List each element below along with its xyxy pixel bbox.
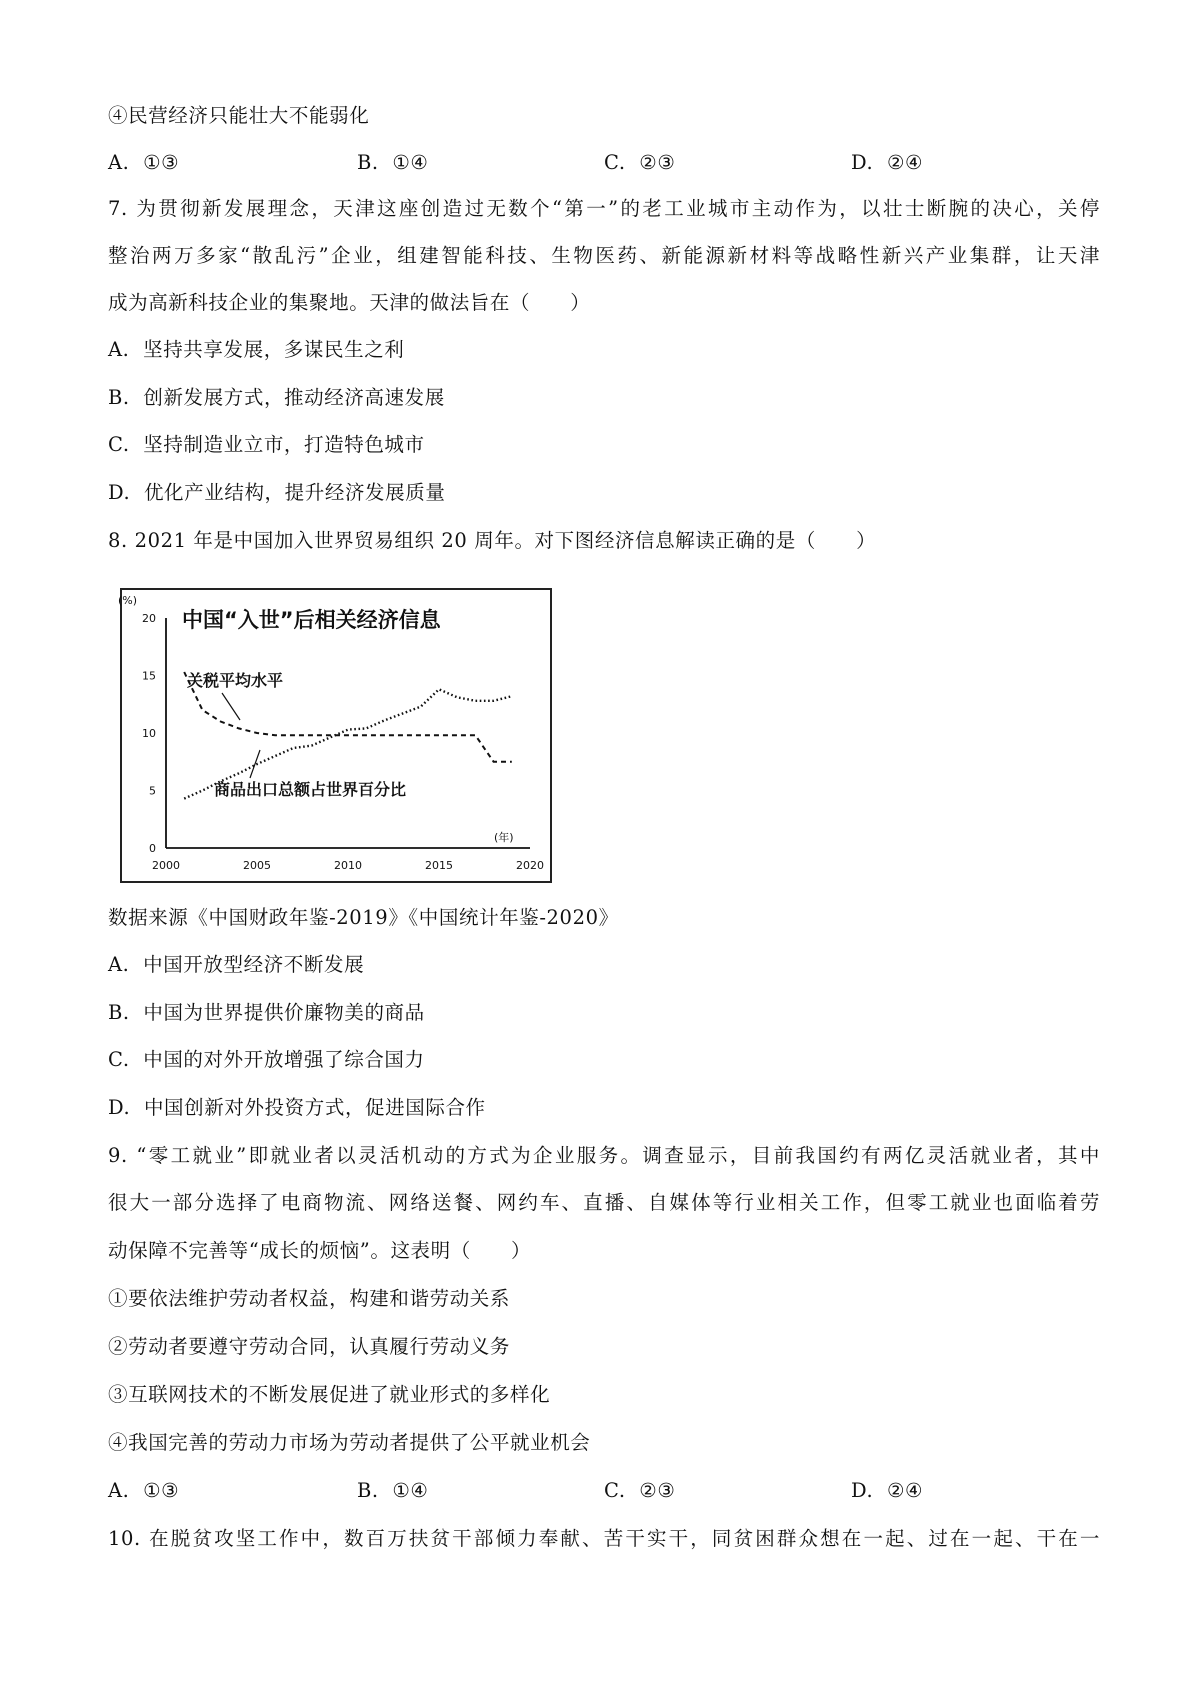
question-9-item-4: ④我国完善的劳动力市场为劳动者提供了公平就业机会 bbox=[108, 1431, 591, 1454]
series-label-tariff-leader bbox=[222, 693, 240, 720]
question-8-option-a[interactable]: A. 中国开放型经济不断发展 bbox=[108, 953, 365, 976]
y-tick-label: 10 bbox=[142, 727, 156, 740]
question-8-option-d[interactable]: D. 中国创新对外投资方式，促进国际合作 bbox=[108, 1096, 486, 1119]
question-8-option-b[interactable]: B. 中国为世界提供价廉物美的商品 bbox=[108, 1001, 425, 1024]
series-label-tariff: 关税平均水平 bbox=[187, 671, 284, 690]
series-label-export-share-leader bbox=[250, 750, 260, 778]
x-tick-label: 2005 bbox=[243, 859, 271, 872]
option-c[interactable]: C. ②③ bbox=[604, 1479, 676, 1502]
x-tick-label: 2000 bbox=[152, 859, 180, 872]
question-6-item-4: ④民营经济只能壮大不能弱化 bbox=[108, 104, 370, 127]
y-tick-label: 5 bbox=[149, 784, 156, 798]
question-7-stem-line-2: 整治两万多家“散乱污”企业，组建智能科技、生物医药、新能源新材料等战略性新兴产业集群，让天津 bbox=[108, 244, 1100, 267]
question-7-option-b[interactable]: B. 创新发展方式，推动经济高速发展 bbox=[108, 386, 445, 409]
y-tick-label: 15 bbox=[142, 669, 156, 683]
question-9-item-2: ②劳动者要遵守劳动合同，认真履行劳动义务 bbox=[108, 1335, 511, 1358]
question-9-item-3: ③互联网技术的不断发展促进了就业形式的多样化 bbox=[108, 1383, 551, 1406]
y-unit-label: (%) bbox=[118, 594, 138, 607]
question-9-stem-line-3: 动保障不完善等“成长的烦恼”。这表明（ ） bbox=[108, 1239, 532, 1262]
option-a[interactable]: A. ①③ bbox=[108, 151, 180, 174]
chart-title: 中国“入世”后相关经济信息 bbox=[182, 608, 441, 632]
question-7-option-a[interactable]: A. 坚持共享发展，多谋民生之利 bbox=[108, 338, 405, 361]
question-8-option-c[interactable]: C. 中国的对外开放增强了综合国力 bbox=[108, 1048, 425, 1071]
series-label-export-share: 商品出口总额占世界百分比 bbox=[214, 780, 407, 799]
question-7-option-c[interactable]: C. 坚持制造业立市，打造特色城市 bbox=[108, 433, 425, 456]
question-9-item-1: ①要依法维护劳动者权益，构建和谐劳动关系 bbox=[108, 1287, 511, 1310]
question-7-option-d[interactable]: D. 优化产业结构，提升经济发展质量 bbox=[108, 481, 446, 504]
question-6-options bbox=[108, 148, 1098, 178]
question-9-options bbox=[108, 1476, 1098, 1506]
question-9-stem-line-2: 很大一部分选择了电商物流、网络送餐、网约车、直播、自媒体等行业相关工作，但零工就业也面临着劳 bbox=[108, 1191, 1100, 1214]
option-b[interactable]: B. ①④ bbox=[357, 151, 429, 174]
option-a[interactable]: A. ①③ bbox=[108, 1479, 180, 1502]
question-10-stem-line-1: 10. 在脱贫攻坚工作中，数百万扶贫干部倾力奉献、苦干实干，同贫困群众想在一起、过在一起、干在一 bbox=[108, 1527, 1100, 1550]
question-7-stem-line-1: 7. 为贯彻新发展理念，天津这座创造过无数个“第一”的老工业城市主动作为，以壮士断腕的决心，关停 bbox=[108, 197, 1100, 220]
question-8-data-source: 数据来源《中国财政年鉴-2019》《中国统计年鉴-2020》 bbox=[108, 906, 619, 929]
option-c[interactable]: C. ②③ bbox=[604, 151, 676, 174]
question-7-stem-line-3: 成为高新科技企业的集聚地。天津的做法旨在（ ） bbox=[108, 291, 591, 314]
question-8-stem: 8. 2021 年是中国加入世界贸易组织 20 周年。对下图经济信息解读正确的是（ ） bbox=[108, 529, 877, 552]
x-tick-label: 2015 bbox=[425, 859, 453, 872]
question-9-stem-line-1: 9. “零工就业”即就业者以灵活机动的方式为企业服务。调查显示，目前我国约有两亿灵活就业者，其中 bbox=[108, 1144, 1100, 1167]
x-tick-label: 2010 bbox=[334, 859, 362, 872]
option-d[interactable]: D. ②④ bbox=[851, 151, 924, 174]
option-b[interactable]: B. ①④ bbox=[357, 1479, 429, 1502]
x-tick-label: 2020 bbox=[516, 859, 544, 872]
option-d[interactable]: D. ②④ bbox=[851, 1479, 924, 1502]
y-tick-label: 0 bbox=[149, 842, 156, 855]
economic-info-chart bbox=[120, 588, 552, 883]
chart-svg bbox=[118, 590, 550, 881]
x-unit-label: (年) bbox=[494, 831, 514, 844]
y-tick-label: 20 bbox=[142, 612, 156, 625]
